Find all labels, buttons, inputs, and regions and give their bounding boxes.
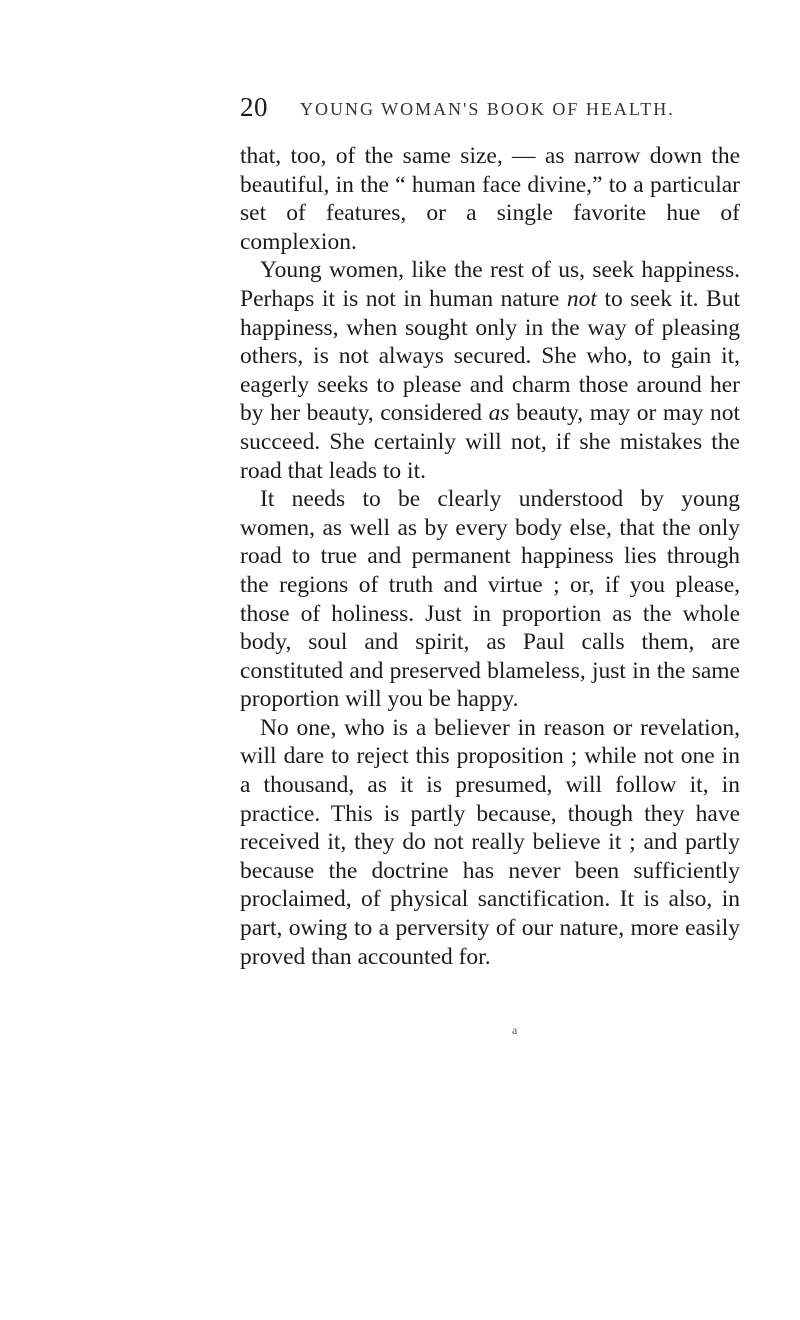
paragraph-text: beauty, may or may not succeed. She certainly will not, if she mistakes the road that leads to it. [240, 400, 740, 484]
paragraph-1 [240, 142, 740, 256]
body-text [240, 142, 740, 971]
paragraph-text: No one, who is a believer in reason or revelation, will dare to reject this proposition ; while not one in a thousand, as it is presumed, will follow it, in practice. This is partly because, though they have received it, they do not really believe it ; and partly because the doctrine has never been sufficiently proclaimed, of physical sanctification. It is also, in part, owing to a perversity of our nature, more easily proved than accounted for. [240, 714, 740, 970]
page-header [0, 90, 800, 130]
paragraph-4 [240, 714, 740, 971]
paragraph-2 [240, 256, 740, 485]
running-head: YOUNG WOMAN'S BOOK OF HEALTH. [300, 99, 675, 119]
paragraph-text: to seek it. But happiness, when sought only in the way of pleasing others, is not always secured. She who, to gain it, eagerly seeks to please and charm those around her by her beauty, considered [240, 285, 740, 427]
paragraph-text: Young women, like the rest of us, seek happiness. Perhaps it is not in human nature [240, 257, 740, 312]
signature-mark: a [512, 1023, 518, 1037]
emphasis-as: as [488, 400, 510, 427]
page-number: 20 [240, 92, 268, 122]
emphasis-not: not [566, 285, 597, 312]
paragraph-text: that, too, of the same size, — as narrow down the beautiful, in the “ human face divine,” to a particular set of features, or a single favorite hue of complexion. [240, 143, 740, 255]
paragraph-3 [240, 485, 740, 714]
paragraph-text: It needs to be clearly understood by young women, as well as by every body else, that the only road to true and permanent happiness lies through the regions of truth and virtue ; or, if you please, those of holiness. Just in proportion as the whole body, soul and spirit, as Paul calls them, are constituted and preserved blameless, just in the same proportion will you be happy. [240, 486, 740, 713]
